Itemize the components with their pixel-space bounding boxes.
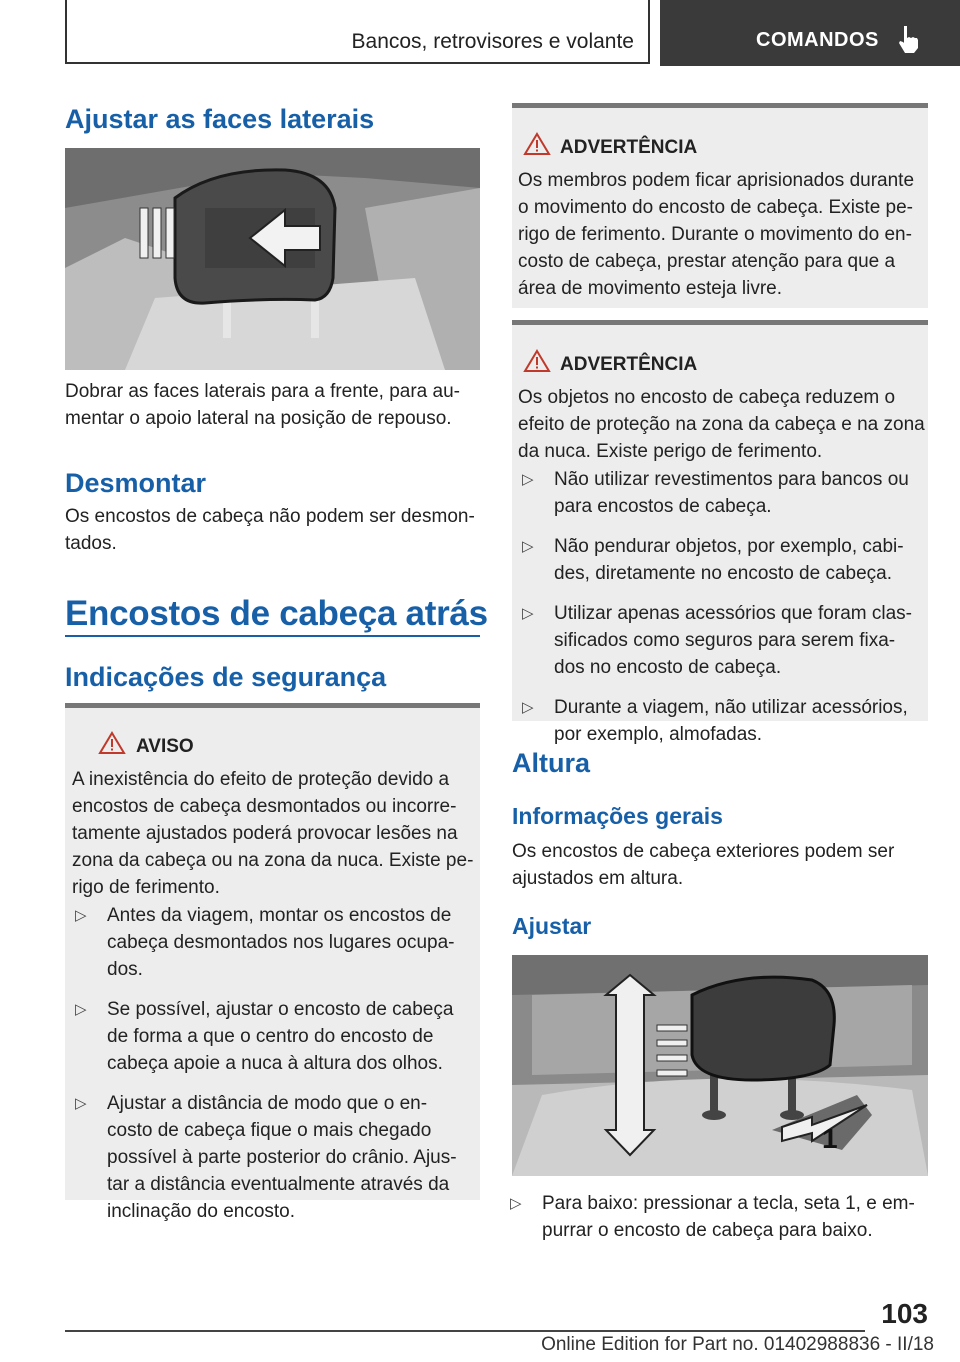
- text-line: para encostos de cabeça.: [554, 496, 772, 517]
- footer-rule: [65, 1330, 865, 1332]
- notice-bullet-list: [512, 466, 912, 761]
- bullet-triangle-icon: ▷: [522, 699, 534, 716]
- text-line: zona da cabeça ou na zona da nuca. Existe pe-: [72, 850, 474, 871]
- text-line: des, diretamente no encosto de cabeça.: [554, 563, 893, 584]
- heading-general-info: Informações gerais: [512, 803, 723, 829]
- notice-title: AVISO: [136, 736, 194, 757]
- bullet-triangle-icon: ▷: [510, 1195, 522, 1212]
- text-line: rigo de ferimento. Durante o movimento do en-: [518, 224, 912, 245]
- section-title: Bancos, retrovisores e volante: [351, 30, 634, 53]
- heading-safety: Indicações de segurança: [65, 662, 387, 692]
- chapter-heading-rule: [65, 635, 480, 637]
- text-line: efeito de proteção na zona da cabeça e na zona: [518, 414, 925, 435]
- list-item: [65, 996, 457, 1077]
- text-line: possível à parte posterior do crânio. Ajus-: [107, 1147, 457, 1168]
- chapter-tab-label: COMANDOS: [756, 29, 879, 51]
- warning-triangle-icon: [523, 132, 551, 156]
- text-line: Não pendurar objetos, por exemplo, cabi-: [554, 536, 904, 557]
- text-line: tar a distância eventualmente através da: [107, 1174, 450, 1195]
- text-line: A inexistência do efeito de proteção devido a: [72, 769, 450, 790]
- text-line: costo de cabeça fique o mais chegado: [107, 1120, 432, 1141]
- list-item: [512, 533, 912, 587]
- text-line: sificados como seguros para serem fixa-: [554, 630, 896, 651]
- bullet-triangle-icon: ▷: [522, 605, 534, 622]
- notice-text: [72, 766, 473, 901]
- text-line: por exemplo, almofadas.: [554, 724, 763, 745]
- bullet-triangle-icon: ▷: [75, 1001, 87, 1018]
- text-line: Não utilizar revestimentos para bancos ou: [554, 469, 909, 490]
- text-line: Se possível, ajustar o encosto de cabeça: [107, 999, 454, 1020]
- notice-bullet-list: [65, 902, 457, 1238]
- notice-title: ADVERTÊNCIA: [560, 137, 698, 158]
- page-number: 103: [881, 1298, 928, 1329]
- bullet-triangle-icon: ▷: [522, 471, 534, 488]
- text-line: da nuca. Existe perigo de ferimento.: [518, 441, 823, 462]
- footer-edition: Online Edition for Part no. 01402988836 - II/18: [541, 1334, 934, 1355]
- headrest-height-illustration: [512, 955, 928, 1176]
- text-line: Utilizar apenas acessórios que foram clas-: [554, 603, 912, 624]
- text-line: Os encostos de cabeça não podem ser desmon-: [65, 506, 475, 527]
- text-line: tamente ajustados poderá provocar lesões na: [72, 823, 458, 844]
- list-item: [512, 600, 912, 681]
- text-line: Os membros podem ficar aprisionados durante: [518, 170, 915, 191]
- text-line: cabeça apoie a nuca à altura dos olhos.: [107, 1053, 443, 1074]
- bullet-triangle-icon: ▷: [75, 907, 87, 924]
- text-line: ajustados em altura.: [512, 868, 684, 889]
- heading-side-wings: Ajustar as faces laterais: [65, 104, 375, 134]
- paragraph-remove: [65, 503, 475, 557]
- figure-height-adjust: [512, 955, 928, 1176]
- headrest-side-wings-illustration: [65, 148, 480, 370]
- figure-callout-label: 1: [822, 1123, 838, 1154]
- text-line: Antes da viagem, montar os encostos de: [107, 905, 452, 926]
- hand-pointer-icon: [896, 24, 922, 54]
- list-item: [65, 1090, 457, 1225]
- text-line: cabeça desmontados nos lugares ocupa-: [107, 932, 455, 953]
- heading-remove: Desmontar: [65, 468, 207, 498]
- paragraph-general-info: [512, 838, 894, 892]
- text-line: Ajustar a distância de modo que o en-: [107, 1093, 428, 1114]
- text-line: inclinação do encosto.: [107, 1201, 296, 1222]
- text-line: tados.: [65, 533, 117, 554]
- notice-text: [518, 384, 925, 465]
- text-line: Os objetos no encosto de cabeça reduzem o: [518, 387, 896, 408]
- text-line: de forma a que o centro do encosto de: [107, 1026, 434, 1047]
- warning-triangle-icon: [523, 349, 551, 373]
- text-line: o movimento do encosto de cabeça. Existe pe-: [518, 197, 914, 218]
- text-line: purrar o encosto de cabeça para baixo.: [542, 1220, 873, 1241]
- warning-triangle-icon: [98, 731, 126, 755]
- text-line: dos.: [107, 959, 143, 980]
- text-line: Dobrar as faces laterais para a frente, para au-: [65, 381, 460, 402]
- list-item: [65, 902, 457, 983]
- text-line: Para baixo: pressionar a tecla, seta 1, e em-: [542, 1193, 915, 1214]
- section-header-box: [65, 0, 650, 64]
- list-item: [512, 466, 912, 520]
- chapter-heading: Encostos de cabeça atrás: [65, 594, 488, 633]
- chapter-tab: [660, 0, 960, 66]
- text-line: Durante a viagem, não utilizar acessórios,: [554, 697, 908, 718]
- notice-box-warning-2: [512, 320, 928, 745]
- bullet-triangle-icon: ▷: [522, 538, 534, 555]
- text-line: encostos de cabeça desmontados ou incorre-: [72, 796, 457, 817]
- paragraph-side-wings: [65, 378, 460, 432]
- text-line: Os encostos de cabeça exteriores podem ser: [512, 841, 895, 862]
- text-line: dos no encosto de cabeça.: [554, 657, 782, 678]
- figure-side-wings: [65, 148, 480, 370]
- text-line: área de movimento esteja livre.: [518, 278, 783, 299]
- text-line: costo de cabeça, prestar atenção para que a: [518, 251, 896, 272]
- heading-adjust: Ajustar: [512, 913, 592, 939]
- notice-title: ADVERTÊNCIA: [560, 354, 698, 375]
- notice-box-aviso: [65, 703, 480, 1222]
- adjust-bullet-list: [500, 1190, 915, 1257]
- notice-box-warning-1: [512, 103, 928, 308]
- heading-height: Altura: [512, 748, 591, 778]
- list-item: [500, 1190, 915, 1244]
- text-line: mentar o apoio lateral na posição de repouso.: [65, 408, 452, 429]
- page-header: [0, 0, 960, 66]
- bullet-triangle-icon: ▷: [75, 1095, 87, 1112]
- text-line: rigo de ferimento.: [72, 877, 220, 898]
- notice-text: [518, 167, 914, 302]
- list-item: [512, 694, 912, 748]
